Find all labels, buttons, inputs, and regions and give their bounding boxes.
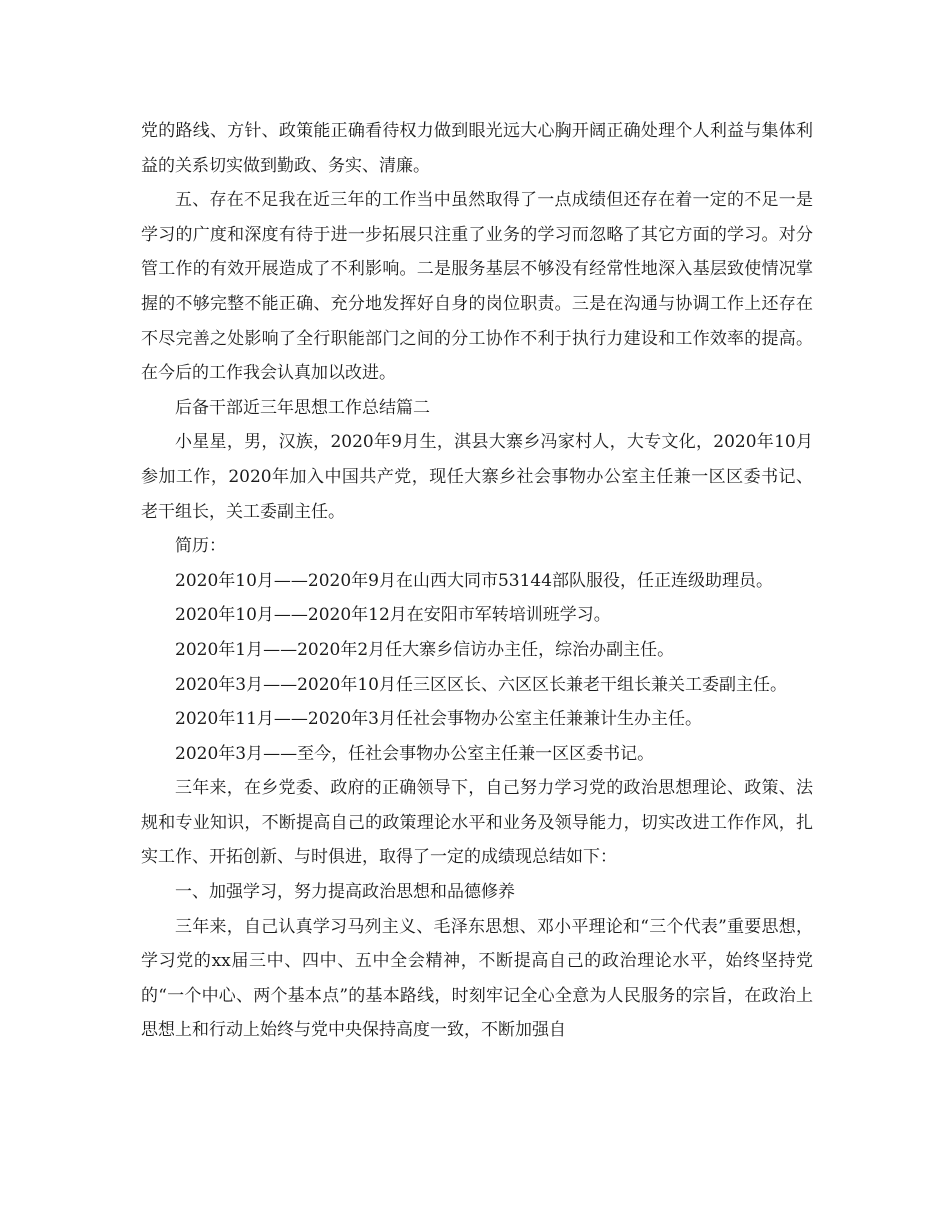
- paragraph-summary-intro: 三年来，在乡党委、政府的正确领导下，自己努力学习党的政治思想理论、政策、法规和专业知识，不断提高自己的政策理论水平和业务及领导能力，切实改进工作作风，扎实工作、开拓创新、与时俱进，取得了一定的成绩现总结如下：: [141, 778, 813, 868]
- resume-item: 2020年1月——2020年2月任大寨乡信访办主任，综治办副主任。: [175, 639, 675, 660]
- document-body: [141, 114, 813, 1048]
- paragraph-continuation: 党的路线、方针、政策能正确看待权力做到眼光远大心胸开阔正确处理个人利益与集体利益的关系切实做到勤政、务实、清廉。: [141, 121, 813, 176]
- paragraph-profile: 小星星，男，汉族，2020年9月生，淇县大寨乡冯家村人，大专文化，2020年10月参加工作，2020年加入中国共产党，现任大寨乡社会事物办公室主任兼一区区委书记、老干组长，关工委副主任。: [141, 432, 813, 522]
- paragraph-shortcomings: 五、存在不足我在近三年的工作当中虽然取得了一点成绩但还存在着一定的不足一是学习的广度和深度有待于进一步拓展只注重了业务的学习而忽略了其它方面的学习。对分管工作的有效开展造成了不利影响。二是服务基层不够没有经常性地深入基层致使情况掌握的不够完整不能正确、充分地发挥好自身的岗位职责。三是在沟通与协调工作上还存在不尽完善之处影响了全行职能部门之间的分工协作不利于执行力建设和工作效率的提高。在今后的工作我会认真加以改进。: [141, 190, 813, 384]
- resume-heading: 简历：: [175, 536, 226, 557]
- resume-item: 2020年10月——2020年12月在安阳市军转培训班学习。: [175, 605, 611, 626]
- resume-item: 2020年3月——至今，任社会事物办公室主任兼一区区委书记。: [175, 743, 655, 764]
- section-heading: 后备干部近三年思想工作总结篇二: [175, 397, 430, 418]
- resume-item: 2020年11月——2020年3月任社会事物办公室主任兼兼计生办主任。: [175, 709, 702, 730]
- subsection-heading: 一、加强学习，努力提高政治思想和品德修养: [175, 882, 515, 903]
- resume-item: 2020年3月——2020年10月任三区区长、六区区长兼老干组长兼关工委副主任。: [175, 674, 787, 695]
- resume-item: 2020年10月——2020年9月在山西大同市53144部队服役，任正连级助理员。: [175, 570, 774, 591]
- paragraph-study: 三年来，自己认真学习马列主义、毛泽东思想、邓小平理论和“三个代表”重要思想，学习党的xx届三中、四中、五中全会精神，不断提高自己的政治理论水平，始终坚持党的“一个中心、两个基本点”的基本路线，时刻牢记全心全意为人民服务的宗旨，在政治上思想上和行动上始终与党中央保持高度一致，不断加强自: [141, 916, 813, 1041]
